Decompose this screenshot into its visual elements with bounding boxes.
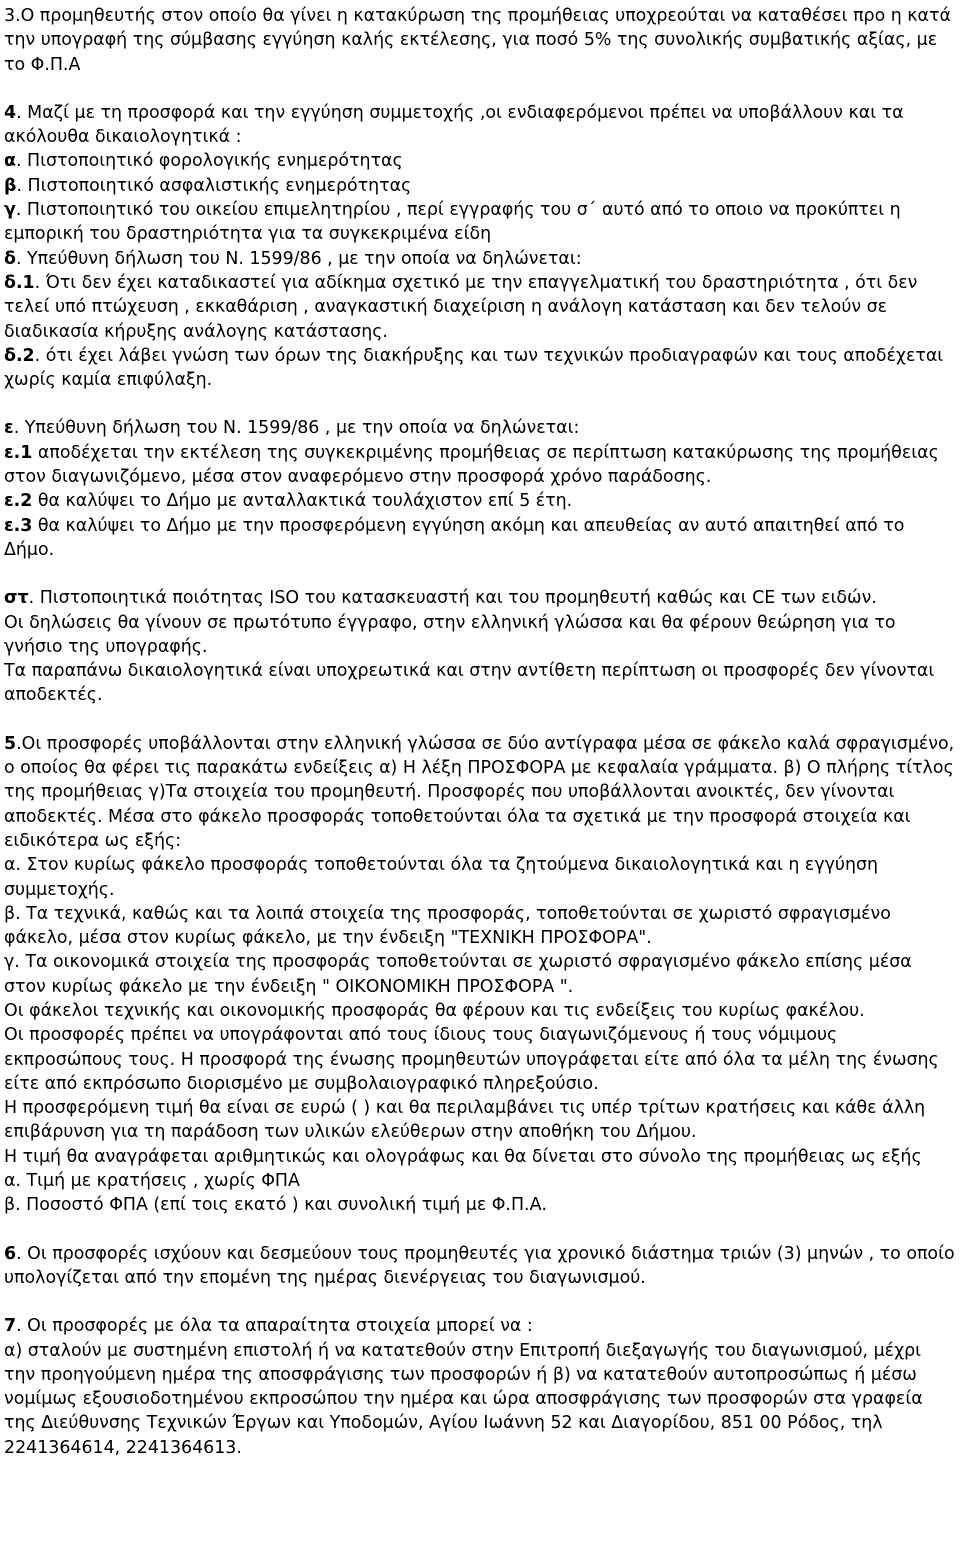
section-spacer [4, 708, 956, 732]
section-4 [4, 101, 956, 393]
item-4e2 [4, 489, 956, 513]
mandatory-documents-paragraph: Τα παραπάνω δικαιολογητικά είναι υποχρεωτικά και στην αντίθετη περίπτωση οι προσφορές δεν γίνονται αποδεκτές. [4, 661, 935, 706]
item-4d-label: δ [4, 248, 16, 269]
section-spacer [4, 392, 956, 416]
item-4b [4, 174, 956, 198]
item-4d [4, 247, 956, 271]
item-4d1 [4, 271, 956, 344]
section-4-intro [4, 101, 956, 150]
section-5-paragraph-envelopes: Οι φάκελοι τεχνικής και οικονομικής προσφοράς θα φέρουν και τις ενδείξεις του κυρίως φακέλου. [4, 1000, 865, 1021]
item-4d2-text: . ότι έχει λάβει γνώση των όρων της διακήρυξης και των τεχνικών προδιαγραφών και τους αποδέχεται χωρίς καμία επιφύλαξη. [4, 345, 944, 391]
section-3 [4, 4, 956, 77]
item-4d1-text: . Ότι δεν έχει καταδικαστεί για αδίκημα σχετικό με την επαγγελματική του δραστηριότητα , ότι δεν τελεί υπό πτώχευση , εκκαθάριση , αναγκαστική διαχείριση η ανάλογη κατάσταση και δεν τελούν σε διαδικασία κήρυξης ανάλογης κατάστασης. [4, 272, 918, 342]
section-7-intro-text: . Οι προσφορές με όλα τα απαραίτητα στοιχεία μπορεί να : [16, 1316, 533, 1337]
section-5-paragraph-price-format: Η τιμή θα αναγράφεται αριθμητικώς και ολογράφως και θα δίνεται στο σύνολο της προμήθειας ως εξής [4, 1146, 922, 1167]
item-4e-label: ε [4, 418, 14, 439]
item-4a [4, 149, 956, 173]
item-4c-text: . Πιστοποιητικό του οικείου επιμελητηρίου , περί εγγραφής του σ΄ αυτό από το οποιο να προκύπτει η εμπορική του δραστηριότητα για τα συγκεκριμένα είδη [4, 200, 901, 245]
item-4a-text: . Πιστοποιητικό φορολογικής ενημερότητας [15, 151, 403, 172]
section-6-text: . Οι προσφορές ισχύουν και δεσμεύουν τους προμηθευτές για χρονικό διάστημα τριών (3) μηνών , το οποίο υπολογίζεται από την επομένη της ημέρας διενέργειας του διαγωνισμού. [4, 1243, 955, 1288]
section-5-intro-text: .Οι προσφορές υποβάλλονται στην ελληνική γλώσσα σε δύο αντίγραφα μέσα σε φάκελο καλά σφραγισμένο, ο οποίος θα φέρει τις παρακάτω ενδείξεις α) Η λέξη ΠΡΟΣΦΟΡΑ με κεφαλαία γράμματα. β) Ο πλήρης τίτλος της προμήθειας γ)Τα στοιχεία του προμηθευτή. Προσφορές που υποβάλλονται ανοικτές, δεν γίνονται αποδεκτές. Μέσα στο φάκελο προσφοράς τοποθετούνται όλα τα σχετικά με την προσφορά στοιχεία και ειδικότερα ως εξής: [4, 733, 955, 851]
section-4-certificates [4, 586, 956, 707]
item-4c-label: γ [4, 200, 16, 221]
item-4e2-label: ε.2 [4, 491, 33, 512]
section-3-paragraph: 3.Ο προμηθευτής στον οποίο θα γίνει η κατακύρωση της προμήθειας υποχρεούται να καταθέσει προ η κατά την υπογραφή της σύμβασης εγγύηση καλής εκτέλεσης, για ποσό 5% της συνολικής συμβατικής αξίας, με το Φ.Π.Α [4, 6, 951, 75]
item-5a: α. Στον κυρίως φάκελο προσφοράς τοποθετούνται όλα τα ζητούμενα δικαιολογητικά και η εγγύηση συμμετοχής. [4, 855, 879, 900]
item-4e3 [4, 514, 956, 563]
section-5-number: 5 [4, 733, 17, 754]
item-4d1-label: δ.1 [4, 272, 35, 293]
section-5-paragraph-signatures: Οι προσφορές πρέπει να υπογράφονται από τους ίδιους τους διαγωνιζόμενους ή τους νόμιμους εκπροσώπους τους. Η προσφορά της ένωσης προμηθευτών υπογράφεται είτε από όλα τα μέλη της ένωσης είτε από εκπρόσωπο διορισμένο με συμβολαιογραφικό πληρεξούσιο. [4, 1025, 939, 1094]
section-4-declaration-e [4, 416, 956, 562]
section-5-item-vat: β. Ποσοστό ΦΠΑ (επί τοις εκατό ) και συνολική τιμή με Φ.Π.Α. [4, 1195, 547, 1216]
section-6-number: 6 [4, 1243, 17, 1264]
item-4d2-label: δ.2 [4, 345, 35, 366]
item-4e1-text: αποδέχεται την εκτέλεση της συγκεκριμένης προμήθειας σε περίπτωση κατακύρωσης της προμήθειας στον διαγωνιζόμενο, μέσα στον αναφερόμενο στην προσφορά χρόνο παράδοσης. [4, 442, 939, 488]
section-5 [4, 732, 956, 1218]
item-4d-text: . Υπεύθυνη δήλωση του Ν. 1599/86 , με την οποία να δηλώνεται: [15, 248, 582, 269]
section-7 [4, 1314, 956, 1460]
section-5-paragraph-price: Η προσφερόμενη τιμή θα είναι σε ευρώ ( ) και θα περιλαμβάνει τις υπέρ τρίτων κρατήσεις και κάθε άλλη επιβάρυνση για τη παράδοση των υλικών ελεύθερων στην αποθήκη του Δήμου. [4, 1098, 926, 1143]
document-page [4, 4, 956, 1460]
item-4a-label: α [4, 151, 16, 172]
section-6 [4, 1242, 956, 1291]
item-4d2 [4, 344, 956, 393]
section-4-intro-text: . Μαζί με τη προσφορά και την εγγύηση συμμετοχής ,οι ενδιαφερόμενοι πρέπει να υποβάλλουν και τα ακόλουθα δικαιολογητικά : [4, 102, 904, 148]
item-4e1 [4, 441, 956, 490]
section-5-item-price-with-deductions: α. Τιμή με κρατήσεις , χωρίς ΦΠΑ [4, 1171, 300, 1192]
item-4e1-label: ε.1 [4, 442, 33, 463]
item-4e3-text: θα καλύψει το Δήμο με την προσφερόμενη εγγύηση ακόμη και απευθείας αν αυτό απαιτηθεί από το Δήμο. [4, 515, 905, 560]
section-5-intro [4, 732, 956, 853]
item-4e2-text: θα καλύψει το Δήμο με ανταλλακτικά τουλάχιστον επί 5 έτη. [32, 491, 573, 512]
item-4st-label: στ [4, 588, 29, 609]
section-7-intro [4, 1314, 956, 1338]
section-spacer [4, 1290, 956, 1314]
declarations-language-paragraph: Οι δηλώσεις θα γίνουν σε πρωτότυπο έγγραφο, στην ελληνική γλώσσα και θα φέρουν θεώρηση για το γνήσιο της υπογραφής. [4, 612, 896, 657]
item-4st [4, 586, 956, 610]
section-7-item-a: α) σταλούν με συστημένη επιστολή ή να κατατεθούν στην Επιτροπή διεξαγωγής του διαγωνισμού, μέχρι την προηγούμενη ημέρα της αποσφράγισης των προσφορών ή β) να κατατεθούν αυτοπροσώπως ή μέσω νομίμως εξουσιοδοτημένου εκπροσώπου την ημέρα και ώρα αποσφράγισης των προσφορών στα γραφεία της Διεύθυνσης Τεχνικών Έργων και Υποδομών, Αγίου Ιωάννη 52 και Διαγορίδου, 851 00 Ρόδος, τηλ 2241364614, 2241364613. [4, 1340, 923, 1458]
section-spacer [4, 77, 956, 101]
section-7-number: 7 [4, 1316, 17, 1337]
item-4c [4, 198, 956, 247]
section-6-paragraph [4, 1242, 956, 1291]
item-4st-text: . Πιστοποιητικά ποιότητας ISO του κατασκευαστή και του προμηθευτή καθώς και CE των ειδών. [28, 588, 877, 609]
item-5c: γ. Τα οικονομικά στοιχεία της προσφοράς τοποθετούνται σε χωριστό σφραγισμένο φάκελο επίσης μέσα στον κυρίως φάκελο με την ένδειξη " ΟΙΚΟΝΟΜΙΚΗ ΠΡΟΣΦΟΡΑ ". [4, 952, 912, 997]
section-spacer [4, 1218, 956, 1242]
section-4-number: 4 [4, 102, 17, 123]
item-4e3-label: ε.3 [4, 515, 33, 536]
item-4e [4, 416, 956, 440]
section-spacer [4, 562, 956, 586]
item-4b-text: . Πιστοποιητικό ασφαλιστικής ενημερότητας [16, 175, 412, 196]
item-4e-text: . Υπεύθυνη δήλωση του Ν. 1599/86 , με την οποία να δηλώνεται: [13, 418, 580, 439]
item-4b-label: β [4, 175, 17, 196]
item-5b: β. Τα τεχνικά, καθώς και τα λοιπά στοιχεία της προσφοράς, τοποθετούνται σε χωριστό σφραγισμένο φάκελο, μέσα στον κυρίως φάκελο, με την ένδειξη "ΤΕΧΝΙΚΗ ΠΡΟΣΦΟΡΑ". [4, 903, 891, 949]
